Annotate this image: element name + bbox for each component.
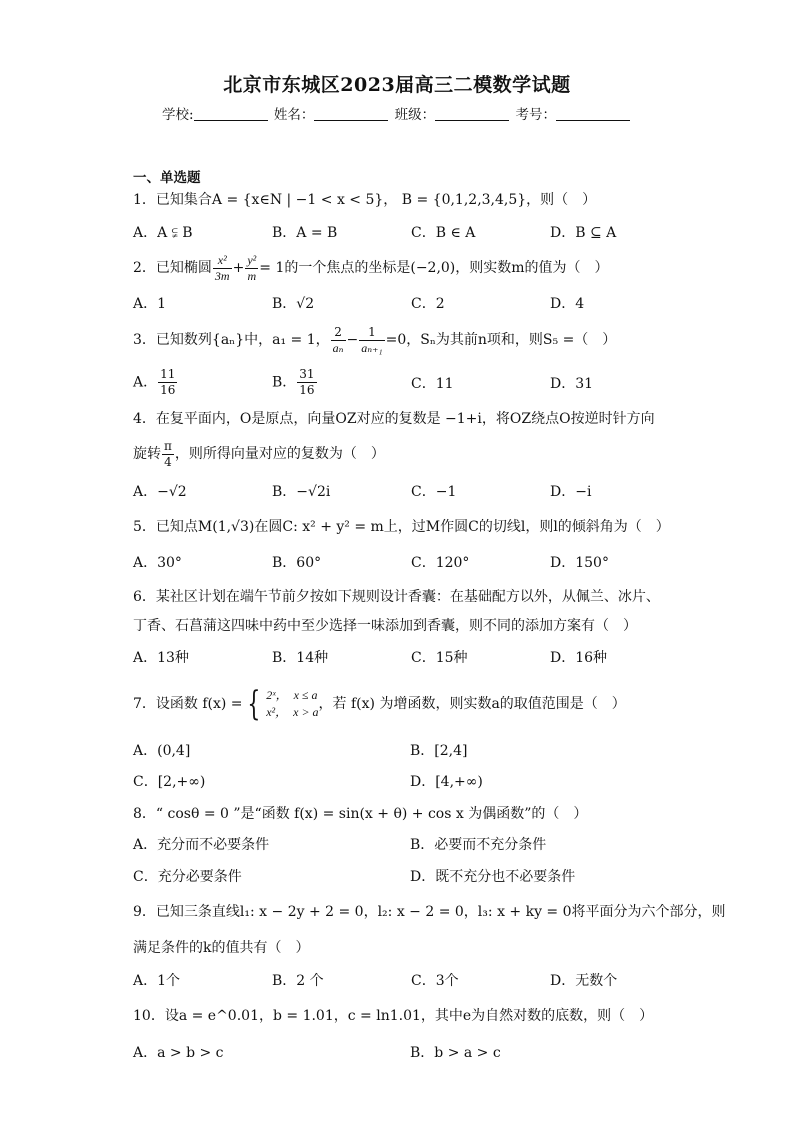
option-c[interactable]: C．11: [411, 376, 454, 392]
q7-text-post: ，若 f(x) 为增函数，则实数a的取值范围是（ ）: [318, 696, 626, 712]
q7-cases: 2ˣ， x ≤ a x²， x > a: [266, 688, 319, 719]
option-d[interactable]: D．4: [550, 296, 585, 312]
question-7-stem: [133, 684, 626, 724]
question-6-options: [133, 648, 693, 668]
school-label: 学校:: [162, 107, 194, 123]
question-7-options-row-2: [133, 772, 693, 792]
option-b[interactable]: B．60°: [272, 555, 322, 571]
question-3-options: [133, 367, 693, 401]
question-5-options: [133, 553, 693, 573]
option-c[interactable]: C．15种: [411, 650, 468, 666]
q2-plus: +: [232, 260, 245, 276]
question-9-options: [133, 971, 693, 991]
option-b[interactable]: B．b > a > c: [410, 1045, 501, 1061]
option-c[interactable]: C．[2,+∞): [133, 774, 206, 790]
question-5-stem: 5．已知点M(1,√3)在圆C: x² + y² = m上，过M作圆C的切线l，则l的倾斜角为（ ）: [133, 519, 670, 535]
option-a[interactable]: A．(0,4]: [133, 743, 191, 759]
question-1-stem: 1．已知集合A = {x∈N | −1 < x < 5}， B = {0,1,2,3,4,5}，则（ ）: [133, 192, 597, 208]
student-info-row: [0, 103, 794, 123]
option-d[interactable]: D．150°: [550, 555, 609, 571]
class-label: 班级：: [394, 107, 436, 123]
q2-frac-y: $\frac{\text{y²}}{m}$: [247, 252, 257, 283]
option-a[interactable]: A．a > b > c: [133, 1045, 224, 1061]
question-8-stem: 8．“ cosθ = 0 ”是“函数 f(x) = sin(x + θ) + cos x 为偶函数”的（ ）: [133, 806, 588, 822]
option-d[interactable]: D．既不充分也不必要条件: [410, 869, 576, 885]
question-2-options: [133, 294, 693, 314]
option-d[interactable]: D．31: [550, 376, 594, 392]
number-blank[interactable]: [556, 106, 630, 121]
question-3-stem: [133, 324, 616, 356]
option-c[interactable]: C．2: [411, 296, 445, 312]
option-d[interactable]: D．16种: [550, 650, 608, 666]
option-b[interactable]: B．A = B: [272, 225, 338, 241]
q2-frac-x: $\frac{\text{x²}}{3m}$: [214, 252, 230, 283]
option-b[interactable]: B．[2,4]: [410, 743, 468, 759]
option-c[interactable]: C．充分必要条件: [133, 869, 242, 885]
q4-text-post: ，则所得向量对应的复数为（ ）: [174, 446, 385, 462]
option-d[interactable]: D．B ⊆ A: [550, 225, 617, 241]
q3-text-pre: 3．已知数列{aₙ}中，a₁ = 1，: [133, 332, 330, 348]
q7-text-pre: 7．设函数 f(x) =: [133, 696, 243, 712]
question-4-line-1: 4．在复平面内，O是原点，向量OZ对应的复数是 −1+i，将OZ绕点O按逆时针方向: [133, 411, 655, 427]
q2-text-pre: 2．已知椭圆: [133, 260, 212, 276]
question-10-options: [133, 1043, 693, 1063]
q4-text-pre: 旋转: [133, 446, 161, 462]
q7-brace: {: [246, 684, 260, 724]
question-6-line-2: 丁香、石菖蒲这四味中药中至少选择一味添加到香囊，则不同的添加方案有（ ）: [133, 618, 637, 634]
q3-minus: −: [346, 332, 359, 348]
q3-text-post: =0，Sₙ为其前n项和，则S₅ =（ ）: [385, 332, 617, 348]
option-d[interactable]: D．−i: [550, 484, 592, 500]
q3-frac-2: $\frac{1}{\text{aₙ₊₁}}$: [361, 324, 383, 355]
option-a[interactable]: A．30°: [133, 555, 182, 571]
option-a[interactable]: A．充分而不必要条件: [133, 837, 270, 853]
option-a[interactable]: A． $\frac{11}{16}$: [133, 367, 176, 397]
q3-frac-1: $\frac{2}{\text{aₙ}}$: [332, 324, 344, 355]
question-1-options: [133, 223, 693, 243]
question-9-line-1: 9．已知三条直线l₁: x − 2y + 2 = 0，l₂: x − 2 = 0，l₃: x + ky = 0将平面分为六个部分，则: [133, 904, 726, 920]
option-c[interactable]: C．3个: [411, 973, 459, 989]
school-blank[interactable]: [194, 106, 268, 121]
question-8-options-row-2: [133, 867, 693, 887]
option-a[interactable]: A．A ⫋ B: [133, 225, 193, 241]
option-b[interactable]: B．−√2i: [272, 484, 331, 500]
question-9-line-2: 满足条件的k的值共有（ ）: [133, 940, 310, 956]
option-b[interactable]: B． $\frac{31}{16}$: [272, 367, 315, 397]
question-6-line-1: 6．某社区计划在端午节前夕按如下规则设计香囊：在基础配方以外，从佩兰、冰片、: [133, 589, 660, 605]
option-c[interactable]: C．−1: [411, 484, 457, 500]
option-b[interactable]: B．2 个: [272, 973, 324, 989]
option-c[interactable]: C．120°: [411, 555, 470, 571]
name-blank[interactable]: [314, 106, 388, 121]
option-a[interactable]: A．−√2: [133, 484, 187, 500]
q4-frac: $\frac{\pi}{4}$: [164, 438, 172, 469]
question-4-options: [133, 482, 693, 502]
option-a[interactable]: A．13种: [133, 650, 189, 666]
question-2-stem: [133, 252, 609, 284]
section-heading: 一、单选题: [133, 170, 201, 186]
question-7-options-row-1: [133, 741, 693, 761]
question-8-options-row-1: [133, 835, 693, 855]
class-blank[interactable]: [435, 106, 509, 121]
number-label: 考号：: [515, 107, 556, 123]
option-d[interactable]: D．[4,+∞): [410, 774, 483, 790]
question-4-line-2: [133, 438, 385, 470]
page-title: 北京市东城区2023届高三二模数学试题: [223, 74, 571, 96]
option-b[interactable]: B．14种: [272, 650, 329, 666]
question-10-stem: 10．设a = e^0.01，b = 1.01，c = ln1.01，其中e为自然对数的底数，则（ ）: [133, 1008, 654, 1024]
option-c[interactable]: C．B ∈ A: [411, 225, 476, 241]
option-a[interactable]: A．1: [133, 296, 167, 312]
name-label: 姓名：: [273, 107, 315, 123]
q2-text-post: = 1的一个焦点的坐标是(−2,0)，则实数m的值为（ ）: [259, 260, 609, 276]
option-b[interactable]: B．必要而不充分条件: [410, 837, 547, 853]
option-d[interactable]: D．无数个: [550, 973, 618, 989]
option-b[interactable]: B．√2: [272, 296, 315, 312]
option-a[interactable]: A．1个: [133, 973, 181, 989]
